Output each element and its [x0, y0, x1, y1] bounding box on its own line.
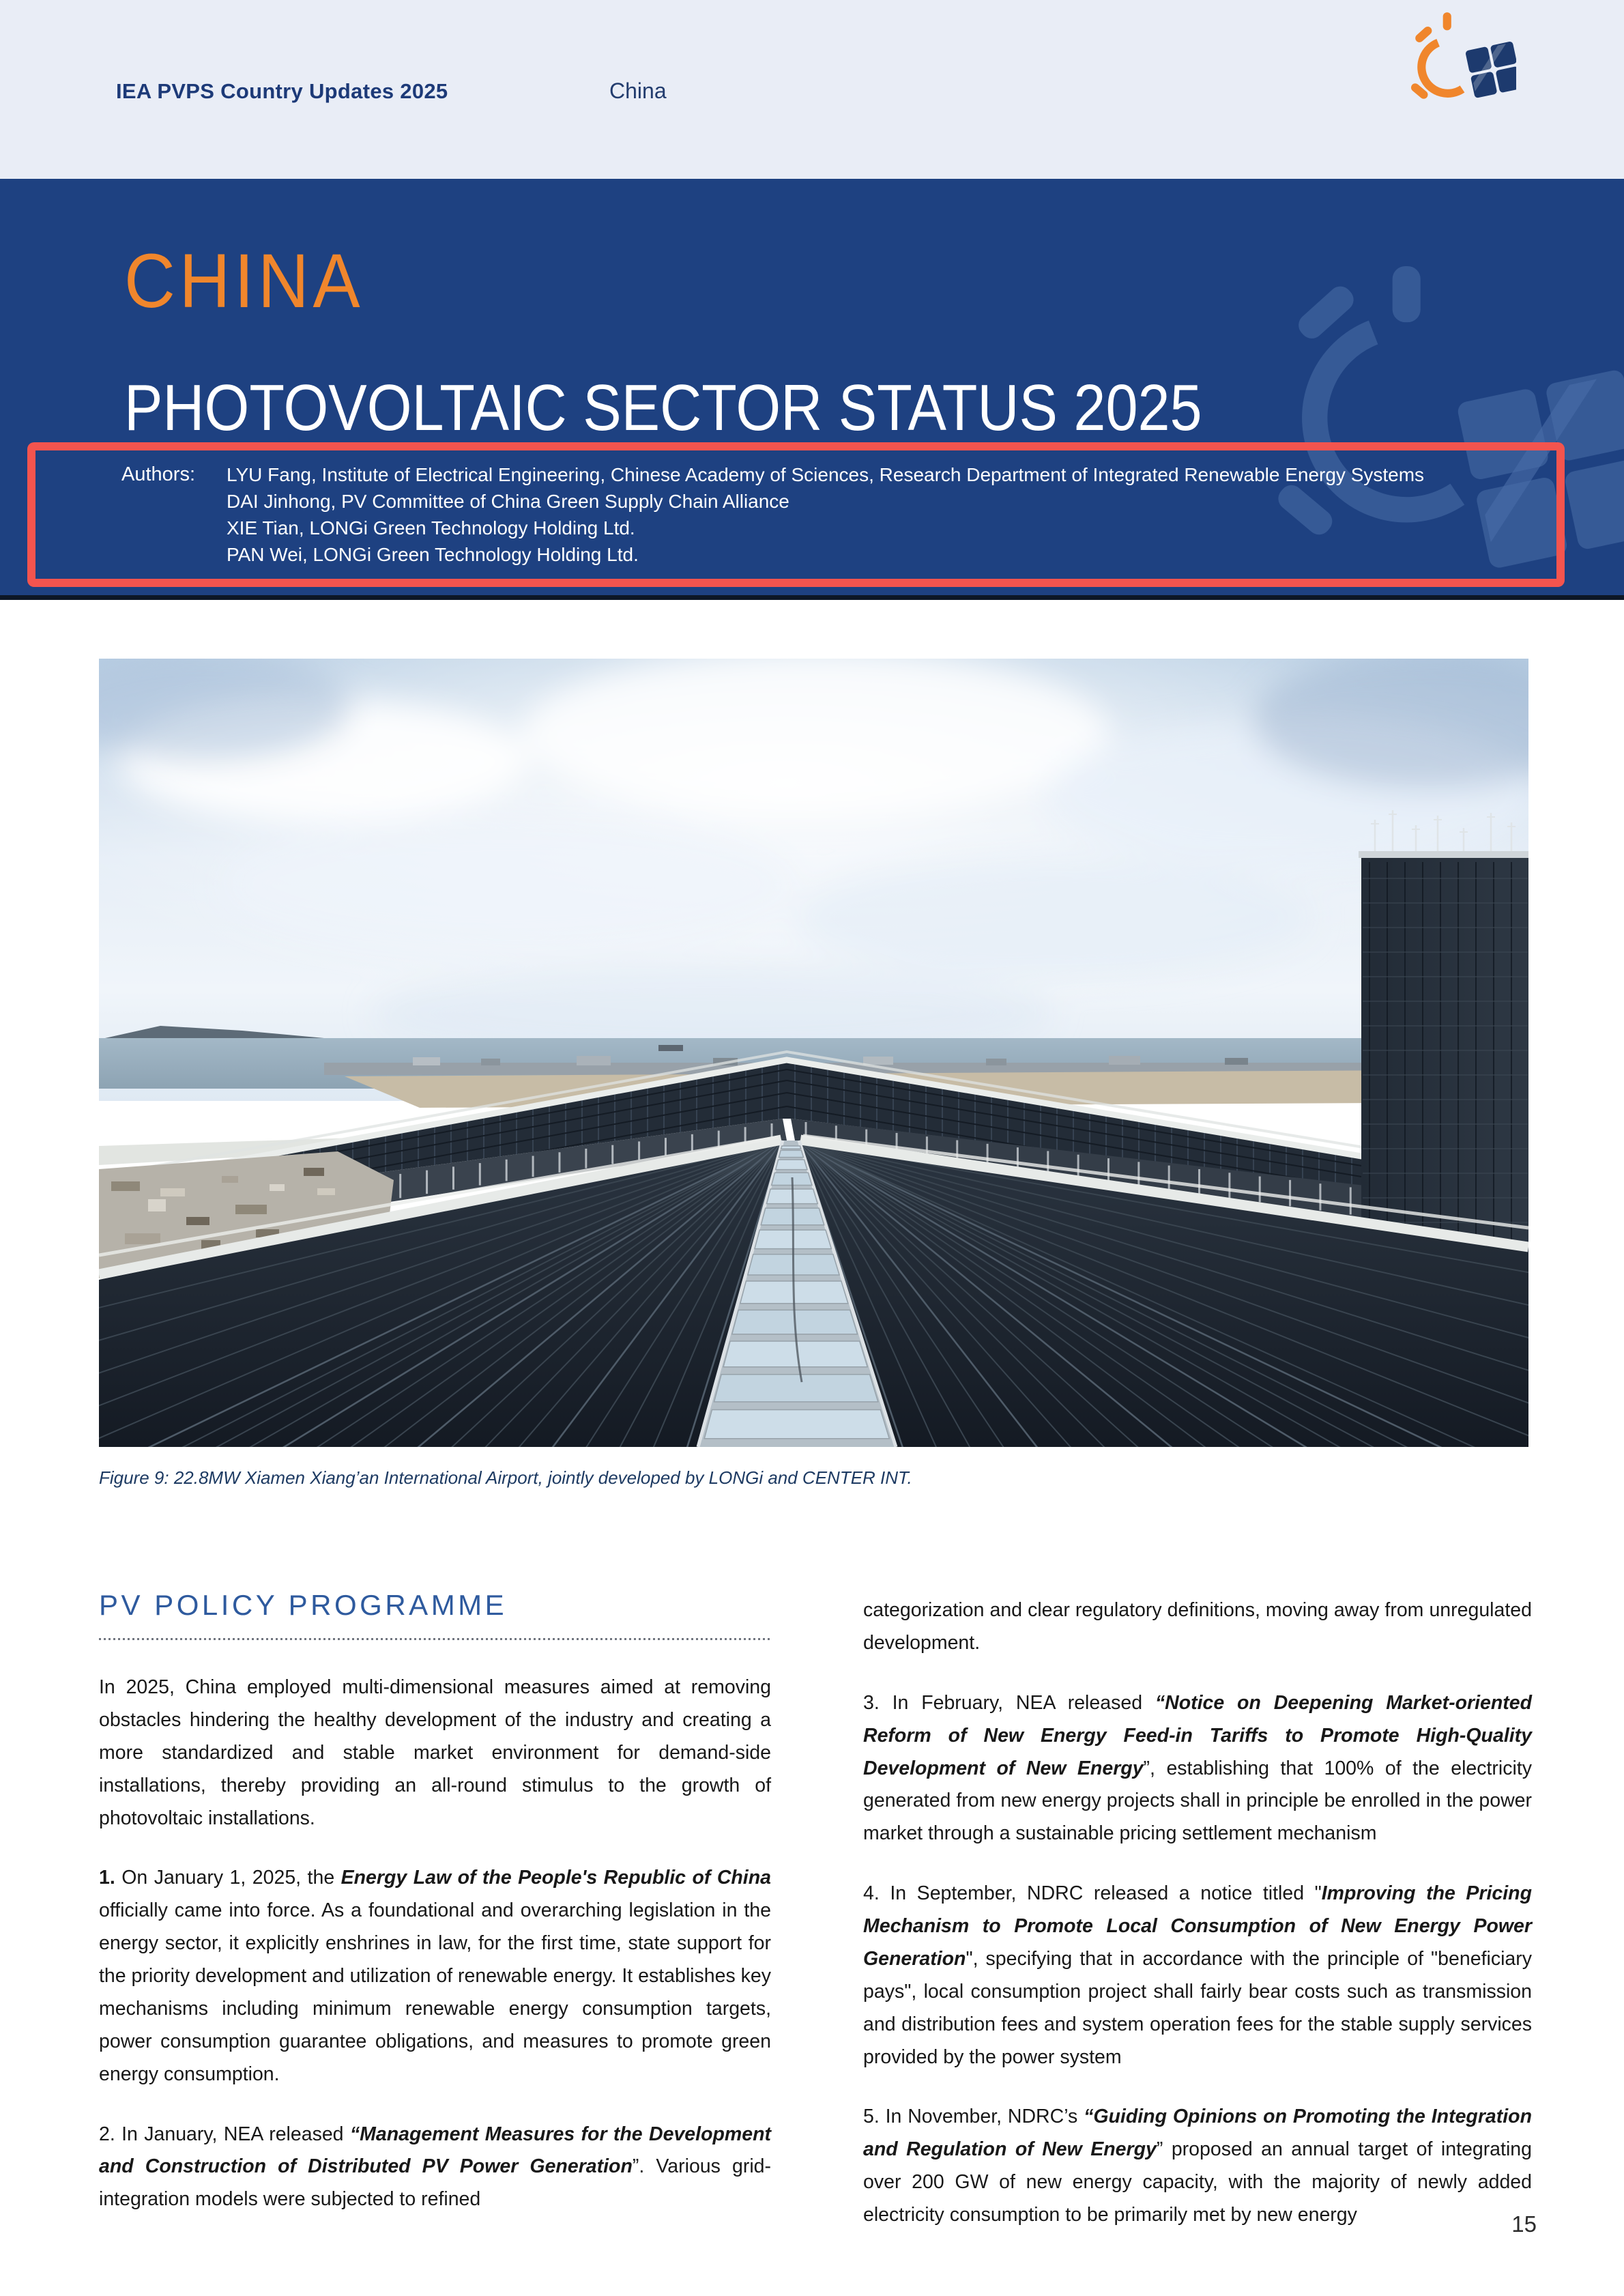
body-paragraph: 1. On January 1, 2025, the Energy Law of the People's Republic of China officially came into force. As a foundational and overarching legislation in the energy sector, it explicitly enshrines in law, for the first time, state support for the priority development and utilization of renewable energy. It establishes key mechanisms including minimum renewable energy consumption targets, power consumption guarantee obligations, and measures to promote green energy consumption. — [99, 1867, 771, 2085]
body-paragraph: categorization and clear regulatory definitions, moving away from unregulated development. — [863, 1599, 1532, 1654]
photo-right-building — [1359, 810, 1528, 1252]
right-column — [863, 1589, 1532, 2259]
authors-highlight-box — [27, 442, 1565, 587]
left-column — [99, 1589, 771, 2259]
body-paragraph: 5. In November, NDRC’s “Guiding Opinions on Promoting the Integration and Regulation of New Energy” proposed an annual target of integrating over 200 GW of new energy capacity, with the majority of newly added electricity consumption to be primarily met by new energy — [863, 2106, 1532, 2226]
page-subtitle: PHOTOVOLTAIC SECTOR STATUS 2025 — [124, 372, 1202, 445]
solar-panel-icon — [1465, 41, 1516, 98]
page-number: 15 — [1511, 2211, 1537, 2237]
body-paragraph: 2. In January, NEA released “Management Measures for the Development and Construction of Distributed PV Power Generation”. Various grid-integration models were subjected to refined — [99, 2123, 772, 2211]
sun-ray-icon — [1443, 12, 1451, 30]
title-banner — [0, 179, 1624, 600]
authors-label: Authors: — [121, 463, 195, 485]
page-header — [0, 0, 1624, 179]
header-country-label: China — [609, 78, 667, 103]
ship — [658, 1045, 683, 1051]
report-title: IEA PVPS Country Updates 2025 — [116, 79, 448, 103]
body-paragraph: In 2025, China employed multi-dimensional measures aimed at removing obstacles hindering the healthy development of the industry and creating a more standardized and stable market environment for demand-side installations, thereby providing an all-round stimulus to the growth of photovoltaic installations. — [99, 1676, 771, 1829]
author-line: DAI Jinhong, PV Committee of China Green Supply Chain Alliance — [227, 491, 789, 512]
left-column-paragraphs — [99, 1671, 771, 2216]
body-paragraph: 3. In February, NEA released “Notice on Deepening Market-oriented Reform of New Energy Feed-in Tariffs to Promote High-Quality Development of New Energy”, establishing that 100% of the electricity generated from new energy projects shall in principle be enrolled in the power market through a sustainable pricing settlement mechanism — [863, 1691, 1533, 1845]
authors-list — [227, 461, 1424, 568]
figure-caption: Figure 9: 22.8MW Xiamen Xiang’an International Airport, jointly developed by LONGi and CENTER INT. — [99, 1467, 912, 1488]
author-line: LYU Fang, Institute of Electrical Engineering, Chinese Academy of Sciences, Research Department of Integrated Renewable Energy Systems — [227, 464, 1425, 485]
body-paragraph: 4. In September, NDRC released a notice titled "Improving the Pricing Mechanism to Promote Local Consumption of New Energy Power Generation", specifying that in accordance with the principle of "beneficiary pays", local consumption project shall fairly bear costs such as transmission and distribution fees and system operation fees for the stable supply services provided by the power system — [863, 1882, 1533, 2068]
dotted-divider — [99, 1638, 771, 1640]
figure — [99, 659, 1528, 1489]
page-title: CHINA — [124, 238, 364, 324]
right-column-paragraphs — [863, 1594, 1532, 2232]
article-body — [99, 1589, 1532, 2259]
iea-pvps-logo-icon — [1406, 11, 1516, 115]
photo-sky — [99, 659, 1528, 1101]
author-line: XIE Tian, LONGi Green Technology Holding Ltd. — [227, 517, 635, 539]
section-title: PV POLICY PROGRAMME — [99, 1589, 508, 1621]
airport-pv-roof-photo — [99, 659, 1528, 1447]
author-line: PAN Wei, LONGi Green Technology Holding Ltd. — [227, 544, 639, 565]
